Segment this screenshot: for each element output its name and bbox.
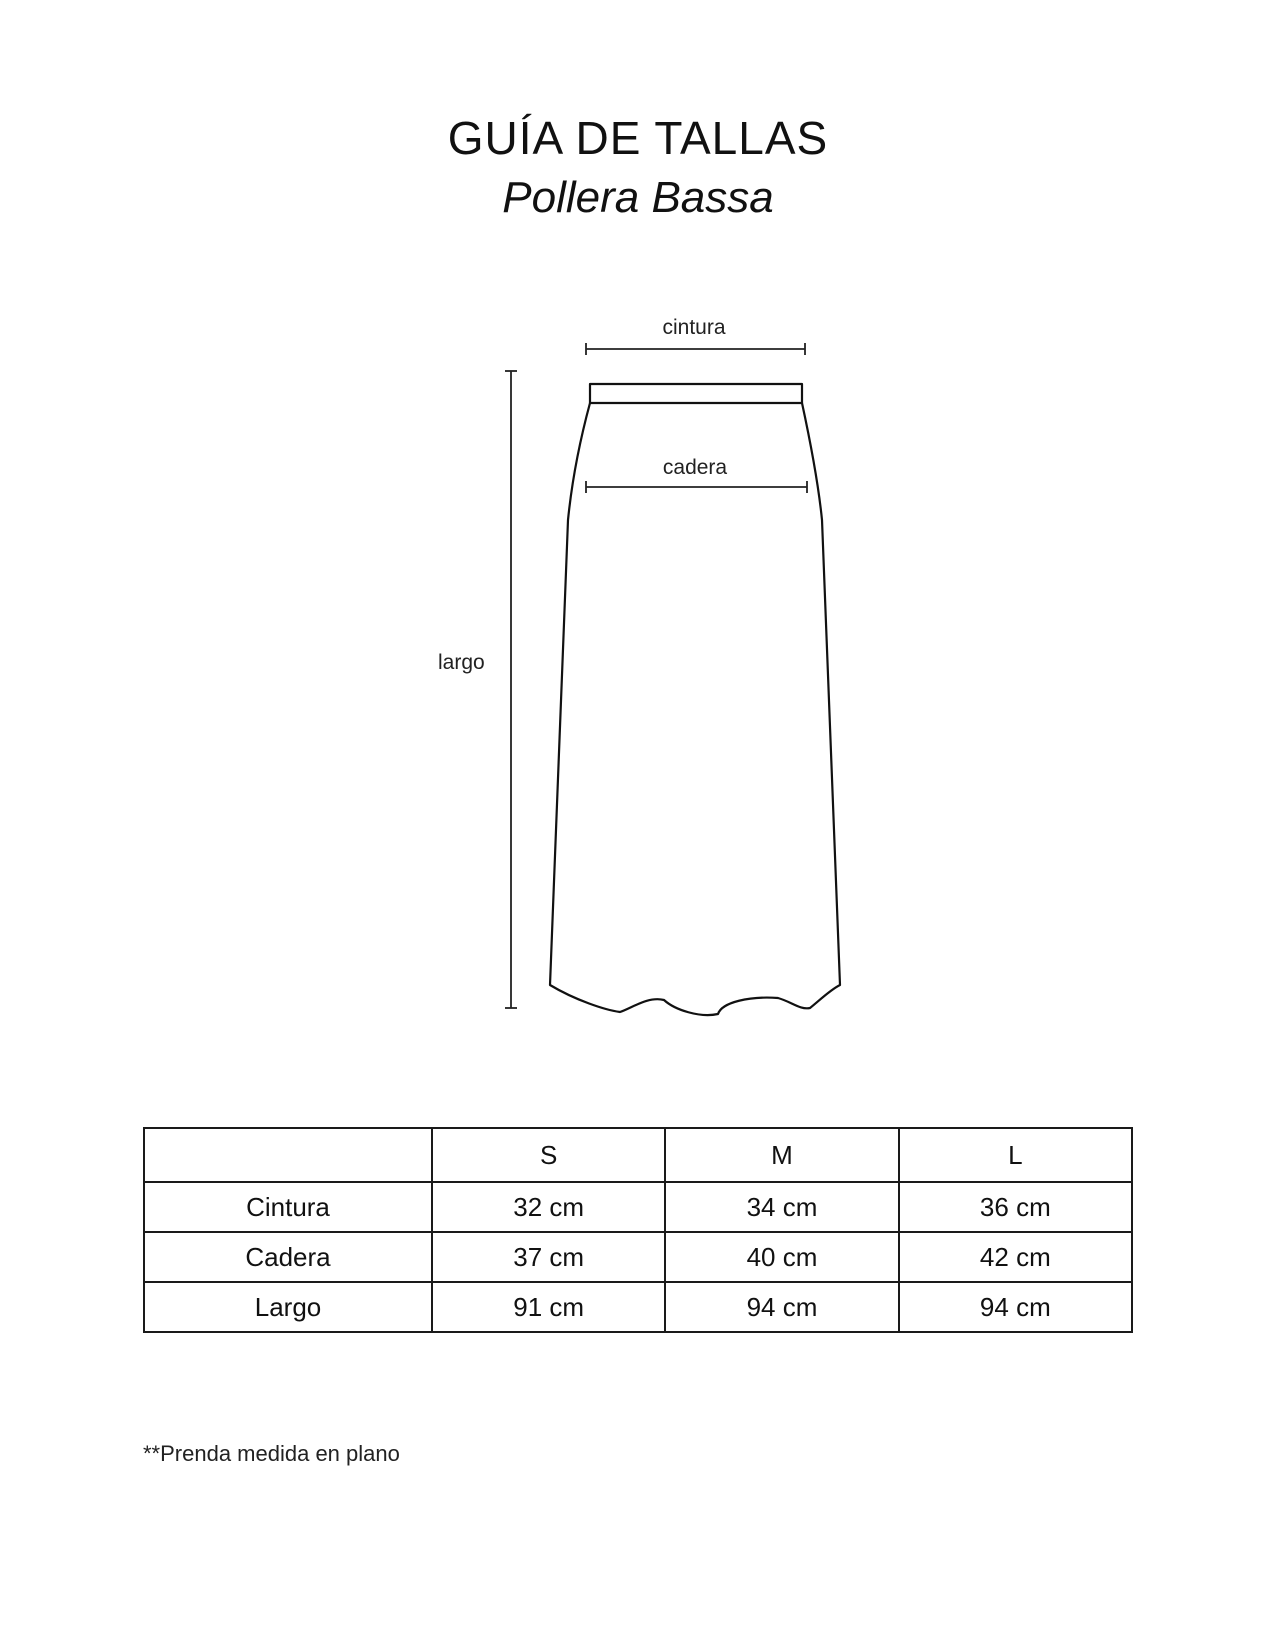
table-cell: 40 cm [665,1232,898,1282]
table-cell: 91 cm [432,1282,665,1332]
table-row [144,1232,1132,1282]
table-header-size-l: L [899,1128,1132,1182]
hip-label: cadera [662,456,728,479]
row-label-cadera: Cadera [144,1232,432,1282]
table-cell: 32 cm [432,1182,665,1232]
row-label-largo: Largo [144,1282,432,1332]
size-chart-table [143,1127,1133,1333]
footnote: **Prenda medida en plano [143,1441,400,1466]
row-label-cintura: Cintura [144,1182,432,1232]
table-cell: 37 cm [432,1232,665,1282]
length-measure-line [505,371,517,1008]
table-cell: 94 cm [899,1282,1132,1332]
page-title: GUÍA DE TALLAS [447,112,829,164]
product-name: Pollera Bassa [502,173,774,222]
table-cell: 94 cm [665,1282,898,1332]
table-row [144,1182,1132,1232]
table-header-size-s: S [432,1128,665,1182]
waist-measure-line [586,343,805,355]
table-header-empty [144,1128,432,1182]
hip-measure-line [586,481,807,493]
table-row [144,1282,1132,1332]
table-cell: 34 cm [665,1182,898,1232]
table-header-size-m: M [665,1128,898,1182]
length-label: largo [438,651,485,674]
table-cell: 42 cm [899,1232,1132,1282]
table-cell: 36 cm [899,1182,1132,1232]
waist-label: cintura [662,316,726,339]
table-header-row [144,1128,1132,1182]
